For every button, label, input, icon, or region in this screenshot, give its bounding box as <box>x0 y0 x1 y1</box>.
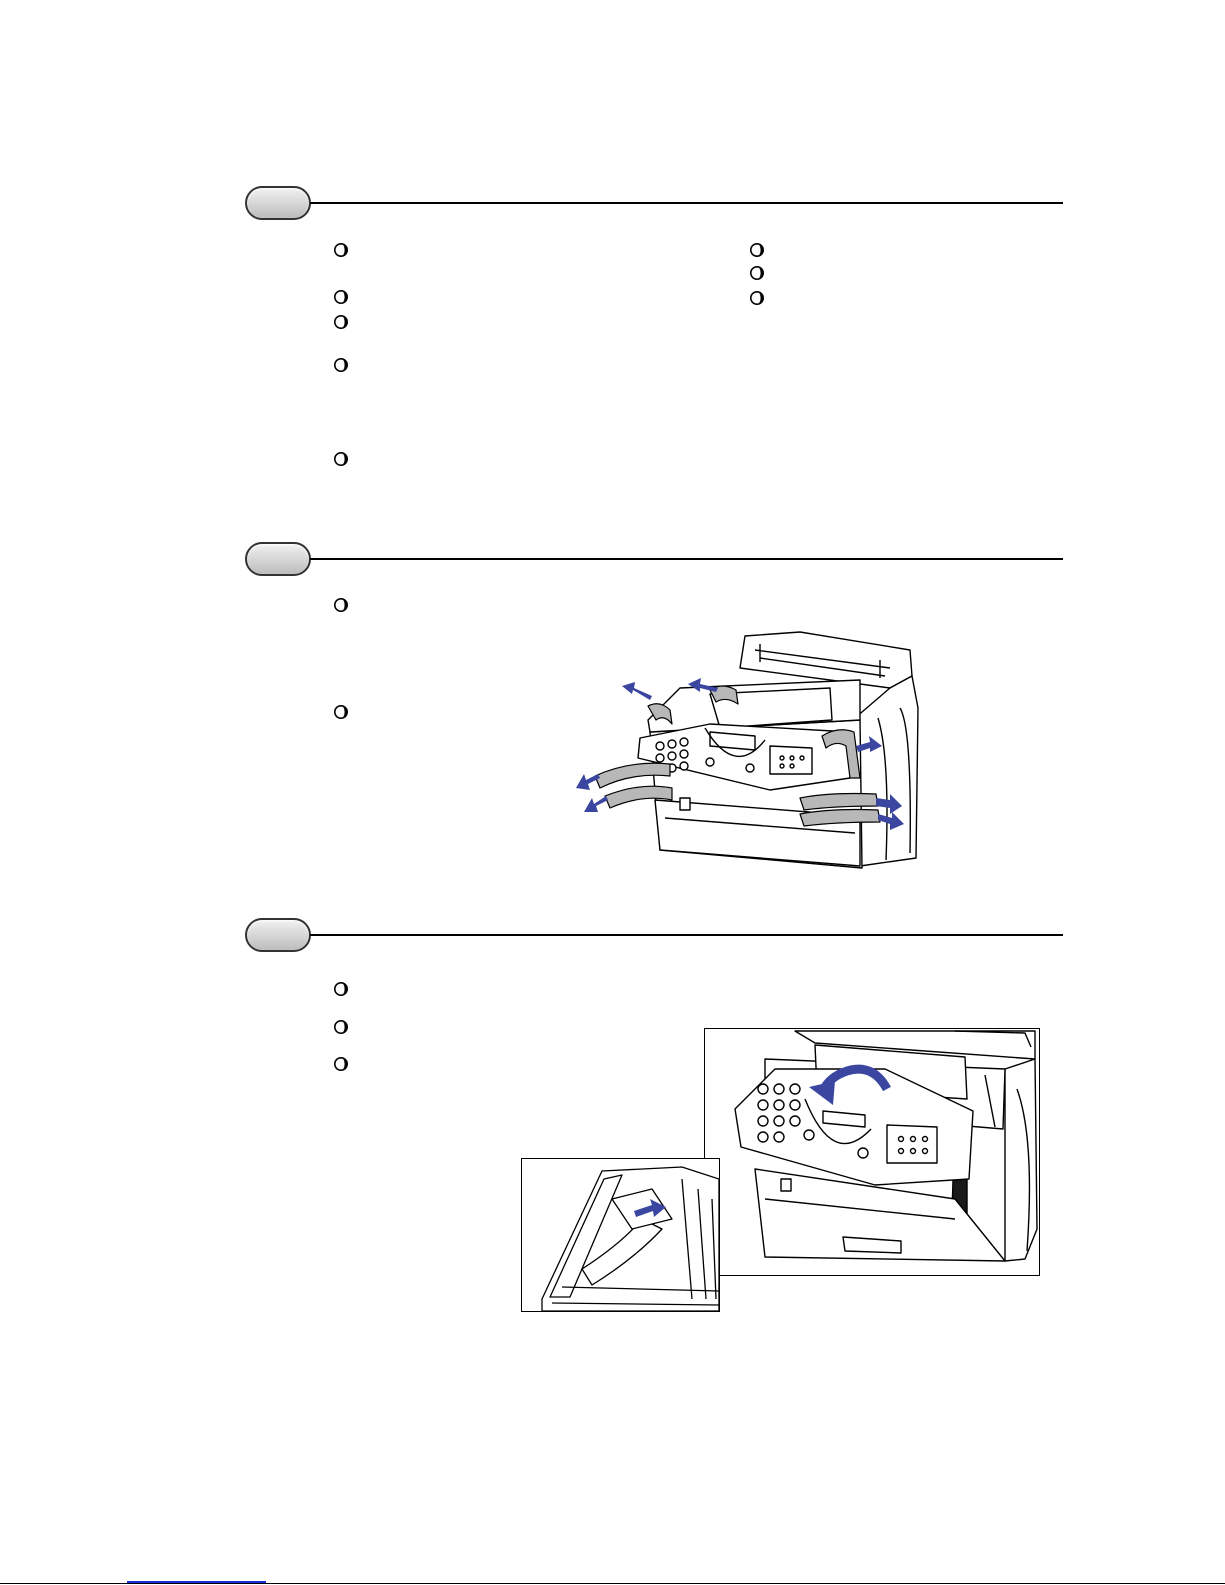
bullet-icon <box>333 242 349 258</box>
bullet-icon <box>333 1019 349 1035</box>
page-bottom-edge <box>0 1583 1225 1584</box>
section-2-marker <box>245 542 311 576</box>
bullet-icon <box>749 242 765 258</box>
bullet-icon <box>333 981 349 997</box>
section-2-rule <box>310 558 1063 560</box>
section-3-marker <box>245 918 311 952</box>
section-1-marker <box>245 186 311 220</box>
printer-tape-removal-illustration <box>560 628 930 890</box>
section-1-rule <box>310 202 1063 204</box>
section-3-rule <box>310 934 1063 936</box>
bullet-icon <box>333 289 349 305</box>
printer-open-panel-illustration <box>704 1028 1040 1276</box>
bullet-icon <box>749 290 765 306</box>
bullet-icon <box>333 704 349 720</box>
bullet-icon <box>333 597 349 613</box>
printer-interior-detail-illustration <box>521 1158 720 1312</box>
bullet-icon <box>749 265 765 281</box>
bullet-icon <box>333 451 349 467</box>
bullet-icon <box>333 1056 349 1072</box>
bullet-icon <box>333 314 349 330</box>
bullet-icon <box>333 357 349 373</box>
